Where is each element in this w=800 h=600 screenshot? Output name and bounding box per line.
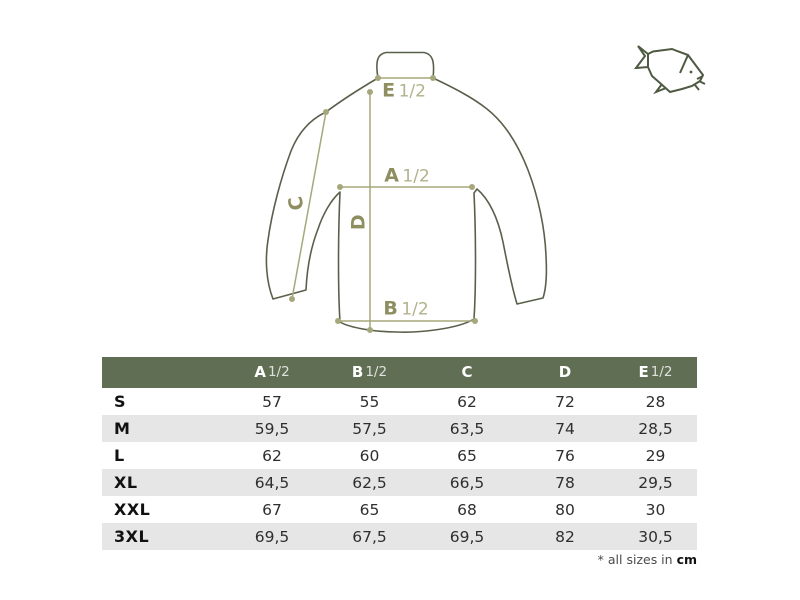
measure-label-a-letter: A	[384, 164, 400, 187]
measure-label-e-fraction: 1/2	[398, 81, 426, 102]
size-row-m-b: 57,5	[321, 415, 418, 442]
size-row-xxl-e: 30	[645, 500, 666, 519]
size-table-header-e: E 1/2	[614, 357, 697, 388]
size-row-s-c: 62	[457, 392, 477, 411]
size-row-xl-label: XL	[102, 469, 223, 496]
size-table-header-b: B 1/2	[321, 357, 418, 388]
size-table	[102, 357, 697, 550]
measure-label-b-fraction: 1/2	[401, 299, 429, 320]
size-table-header-d: D	[516, 357, 614, 388]
size-row-xxl-c: 68	[457, 500, 477, 519]
measure-label-a-fraction: 1/2	[402, 166, 430, 187]
measure-label-d-letter: D	[347, 213, 370, 231]
size-row-l-e: 29	[645, 446, 666, 465]
size-row-l-a: 62	[262, 446, 282, 465]
measure-label-c-letter: C	[284, 194, 309, 213]
size-row-l-label: L	[114, 446, 125, 465]
size-row-l-b: 60	[359, 446, 380, 465]
size-row-3xl-a: 69,5	[223, 523, 321, 550]
size-table-header-c: C	[418, 357, 516, 388]
size-row-xxl-a: 67	[262, 500, 282, 519]
size-row-l-d: 76	[555, 446, 575, 465]
measure-label-d	[347, 213, 370, 231]
size-row-m-c: 63,5	[418, 415, 516, 442]
size-row-s-label: S	[114, 392, 127, 411]
size-row-m-label: M	[102, 415, 223, 442]
footnote	[598, 552, 697, 567]
carp-fish-logo-icon	[636, 46, 705, 92]
size-row-m-a: 59,5	[223, 415, 321, 442]
size-row-xxl-b: 65	[359, 500, 380, 519]
size-row-s-e: 28	[645, 392, 666, 411]
measure-label-e	[382, 79, 426, 102]
size-row-3xl-label: 3XL	[102, 523, 223, 550]
size-row-xl-b: 62,5	[321, 469, 418, 496]
size-row-xxl-label: XXL	[114, 500, 151, 519]
footnote-unit: cm	[676, 552, 697, 567]
measure-label-e-letter: E	[382, 79, 396, 102]
footnote-text: * all sizes in	[597, 552, 677, 567]
size-row-3xl-e: 30,5	[614, 523, 697, 550]
size-row-s-a: 57	[262, 392, 282, 411]
measure-label-b	[383, 297, 429, 320]
size-row-xl-a: 64,5	[223, 469, 321, 496]
size-row-xl-c: 66,5	[418, 469, 516, 496]
size-row-3xl-b: 67,5	[321, 523, 418, 550]
size-row-s-d: 72	[555, 392, 575, 411]
size-table-header-empty	[102, 357, 223, 388]
size-row-xl-e: 29,5	[614, 469, 697, 496]
measure-dots	[289, 75, 478, 333]
size-row-xxl-d: 80	[555, 500, 575, 519]
size-row-s-b: 55	[359, 392, 380, 411]
size-row-m-e: 28,5	[614, 415, 697, 442]
size-table-header-a: A 1/2	[223, 357, 321, 388]
measure-label-a	[384, 164, 430, 187]
size-row-3xl-d: 82	[516, 523, 614, 550]
measure-label-b-letter: B	[383, 297, 399, 320]
size-row-m-d: 74	[516, 415, 614, 442]
size-row-3xl-c: 69,5	[418, 523, 516, 550]
size-row-l-c: 65	[457, 446, 477, 465]
size-row-xl-d: 78	[516, 469, 614, 496]
